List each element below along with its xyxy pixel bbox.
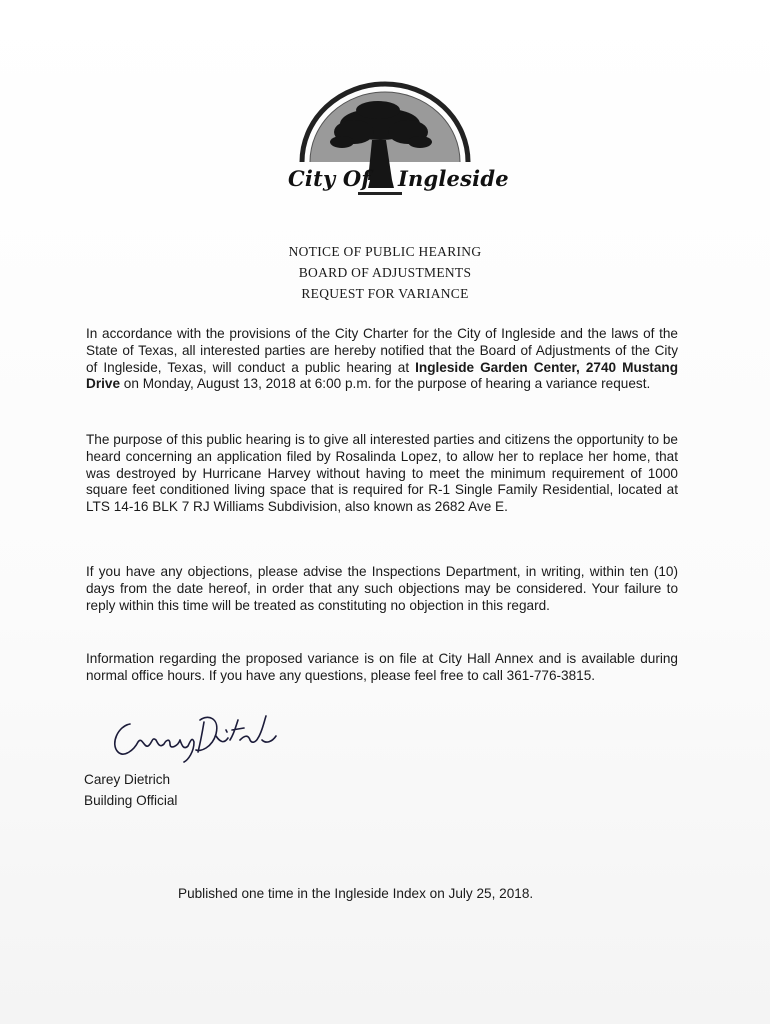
signer-name: Carey Dietrich [84,772,171,787]
heading-request: REQUEST FOR VARIANCE [301,286,469,301]
hearing-location: Ingleside Garden Center, 2740 Mustang Drive [86,359,679,392]
paragraph-purpose: The purpose of this public hearing is to give all interested parties and citizens the opportunity to be heard concerning an application filed by Rosalinda Lopez, to allow her to replace her home, that was destroyed by Hurricane Harvey without having to meet the minimum requirement of 1000 square feet conditioned living space that is required for R-1 Single Family Residential, located at LTS 14-16 BLK 7 RJ Williams Subdivision, also known as 2682 Ave E. [86,432,678,515]
heading-notice: NOTICE OF PUBLIC HEARING [288,244,482,259]
logo-text-ingleside: Ingleside [398,166,509,191]
paragraph-text: In accordance with the provisions of the City Charter for the City of Ingleside and the laws of the State of Texas, all interested parties are hereby notified that the Board of Adjustments of the City of Ingleside, Texas, will conduct a public hearing at [86,326,678,375]
handwritten-signature [108,706,288,766]
publication-footer: Published one time in the Ingleside Index on July 25, 2018. [178,886,534,901]
paragraph-hearing-notice [86,326,678,393]
signer-title: Building Official [84,793,178,808]
city-logo [280,80,509,200]
paragraph-information: Information regarding the proposed variance is on file at City Hall Annex and is available during normal office hours. If you have any questions, please feel free to call 361-776-3815. [86,651,678,683]
paragraph-objections: If you have any objections, please advise the Inspections Department, in writing, within ten (10) days from the date hereof, in order that any such objections may be considered. Your failure to reply within this time will be treated as constituting no objection in this regard. [86,564,678,613]
heading-board: BOARD OF ADJUSTMENTS [298,265,472,280]
logo-text-city-of: City Of [288,166,371,191]
paragraph-text: on Monday, August 13, 2018 at 6:00 p.m. for the purpose of hearing a variance request. [120,376,651,392]
